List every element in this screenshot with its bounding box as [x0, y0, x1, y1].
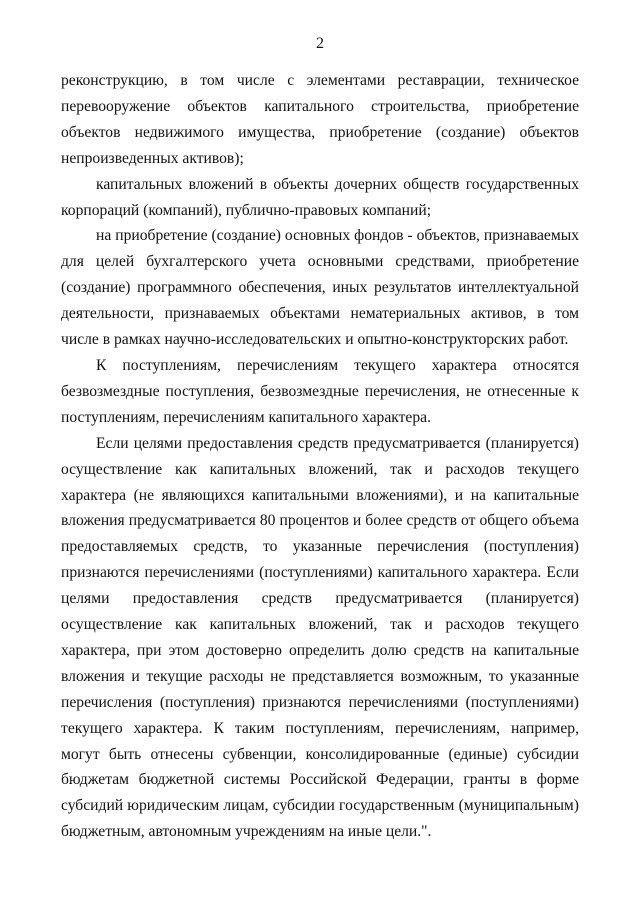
- paragraph-classification-rule: Если целями предоставления средств предусматривается (планируется) осуществление как капитальных вложений, так и расходов текущего характера (не являющихся капитальными вложениями), и на капитальные вложения предусматривается 80 процентов и более средств от общего объема предоставляемых средств, то указанные перечисления (поступления) признаются перечислениями (поступлениями) капитального характера. Если целями предоставления средств предусматривается (планируется) осуществление как капитальных вложений, так и расходов текущего характера, при этом достоверно определить долю средств на капитальные вложения и текущие расходы не представляется возможным, то указанные перечисления (поступления) признаются перечислениями (поступлениями) текущего характера. К таким поступлениям, перечислениям, например, могут быть отнесены субвенции, консолидированные (единые) субсидии бюджетам бюджетной системы Российской Федерации, гранты в форме субсидий юридическим лицам, субсидии государственным (муниципальным) бюджетным, автономным учреждениям на иные цели.".: [61, 434, 579, 841]
- paragraph-fixed-assets-acquisition: на приобретение (создание) основных фондов - объектов, признаваемых для целей бухгалтерского учета основными средствами, приобретение (создание) программного обеспечения, иных результатов интеллектуальной деятельности, признаваемых объектами нематериальных активов, в том числе в рамках научно-исследовательских и опытно-конструкторских работ.: [61, 227, 579, 349]
- document-body: [61, 68, 579, 845]
- paragraph-current-transfers: К поступлениям, перечислениям текущего характера относятся безвозмездные поступления, безвозмездные перечисления, не отнесенные к поступлениям, перечислениям капитального характера.: [61, 356, 579, 426]
- paragraph-capital-investments-subsidiaries: капитальных вложений в объекты дочерних обществ государственных корпораций (компаний), публично-правовых компаний;: [61, 175, 579, 219]
- paragraph-continuation: реконструкцию, в том числе с элементами реставрации, техническое перевооружение объектов капитального строительства, приобретение объектов недвижимого имущества, приобретение (создание) объектов непроизведенных активов);: [61, 72, 579, 167]
- page-number: 2: [316, 35, 324, 52]
